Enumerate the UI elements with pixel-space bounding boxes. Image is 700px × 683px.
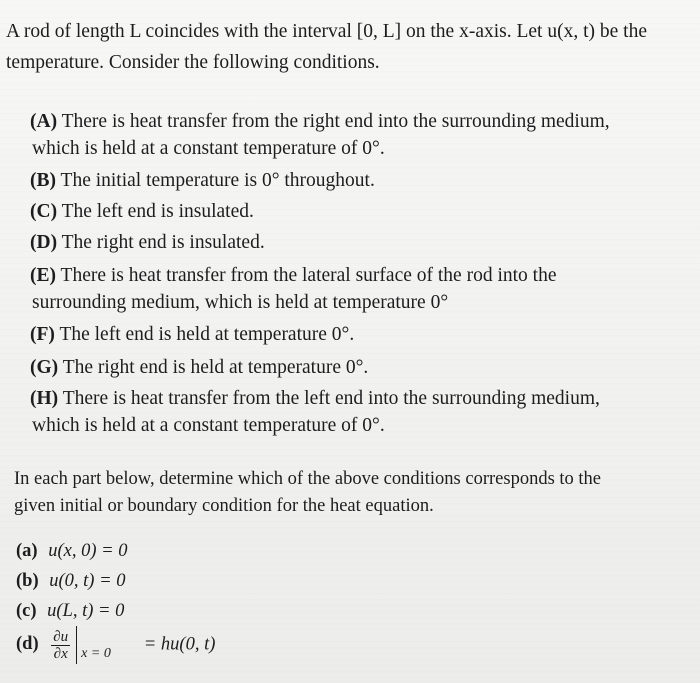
part-c (16, 597, 124, 625)
part-expression: = hu(0, t) (143, 634, 216, 655)
condition-label: (H) (30, 388, 59, 409)
part-d (16, 626, 215, 664)
condition-label: (B) (30, 170, 56, 191)
fraction-numerator: ∂u (53, 628, 69, 645)
condition-h (30, 385, 600, 439)
instructions-line-2: given initial or boundary condition for the heat equation. (14, 496, 434, 516)
instructions-line-1: In each part below, determine which of the above conditions corresponds to the (14, 469, 602, 489)
condition-label: (G) (30, 357, 59, 378)
part-label: (a) (16, 541, 38, 561)
condition-label: (D) (30, 232, 58, 253)
part-expression: u(0, t) = 0 (49, 571, 126, 591)
condition-text: There is heat transfer from the right end into the surrounding medium, (61, 111, 610, 132)
condition-a (30, 108, 610, 162)
intro-paragraph (6, 16, 696, 78)
condition-label: (A) (30, 111, 58, 132)
intro-line-2: temperature. Consider the following conditions. (6, 52, 380, 73)
condition-text: The right end is held at temperature 0°. (62, 357, 369, 378)
evaluation-subscript: x = 0 (81, 646, 111, 661)
intro-line-1: A rod of length L coincides with the interval [0, L] on the x-axis. Let u(x, t) be the (6, 21, 647, 42)
part-label: (c) (16, 601, 37, 621)
condition-d (30, 229, 265, 256)
part-label: (b) (16, 571, 39, 591)
condition-text-cont: surrounding medium, which is held at temperature 0° (32, 292, 449, 313)
condition-text: There is heat transfer from the left end into the surrounding medium, (62, 388, 600, 409)
condition-text-cont: which is held at a constant temperature of 0°. (32, 415, 385, 436)
condition-text: The initial temperature is 0° throughout. (60, 170, 375, 191)
condition-text: The left end is insulated. (61, 201, 254, 222)
condition-text: The right end is insulated. (61, 232, 265, 253)
part-label: (d) (16, 634, 39, 655)
condition-label: (F) (30, 324, 55, 345)
fraction-denominator: ∂x (53, 645, 68, 662)
condition-label: (C) (30, 201, 58, 222)
part-expression: u(x, 0) = 0 (48, 541, 128, 561)
condition-text: The left end is held at temperature 0°. (59, 324, 355, 345)
part-expression: u(L, t) = 0 (47, 601, 125, 621)
condition-f (30, 321, 354, 348)
condition-c (30, 198, 254, 225)
condition-e (30, 262, 556, 316)
condition-text-cont: which is held at a constant temperature of 0°. (32, 138, 385, 159)
instructions-paragraph (14, 466, 601, 520)
condition-text: There is heat transfer from the lateral surface of the rod into the (60, 265, 557, 286)
evaluation-bar (76, 626, 135, 664)
partial-derivative-fraction (51, 629, 70, 662)
condition-label: (E) (30, 265, 56, 286)
part-a (16, 537, 127, 565)
part-b (16, 567, 125, 595)
condition-b (30, 167, 375, 194)
condition-g (30, 354, 368, 381)
